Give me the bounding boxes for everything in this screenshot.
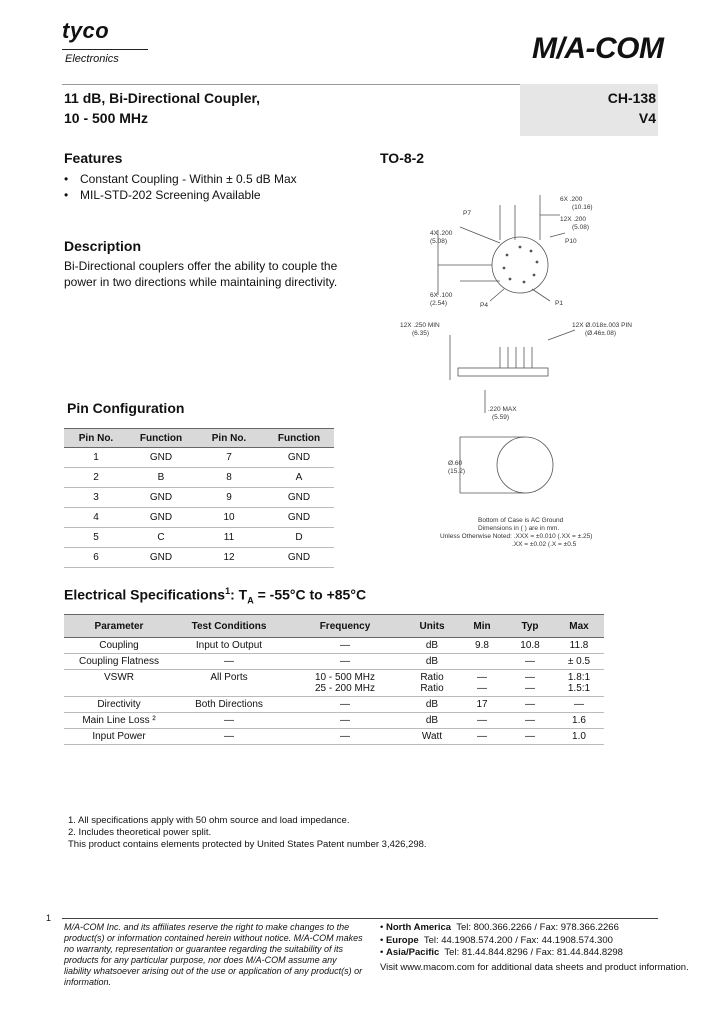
col-function: Function: [128, 429, 194, 448]
features-heading: Features: [64, 150, 123, 166]
col-max: Max: [554, 615, 604, 638]
cell: VSWR: [64, 670, 174, 697]
region-text: Tel: 44.1908.574.200 / Fax: 44.1908.574.300: [423, 934, 613, 946]
cell: —: [554, 697, 604, 713]
dim-12x-200: 12X .200: [560, 216, 587, 223]
part-number: CH-138: [607, 90, 656, 106]
package-note1: Bottom of Case is AC Ground: [478, 517, 564, 524]
cell: 10: [194, 508, 264, 528]
col-pin-no: Pin No.: [64, 429, 128, 448]
dim-12x-200-mm: (5.08): [572, 224, 589, 231]
cell: —: [174, 729, 284, 745]
electrical-spec-title: Electrical Specifications: [64, 586, 226, 603]
cell: 1: [64, 448, 128, 468]
cell: C: [128, 528, 194, 548]
pin-p4-label: P4: [480, 302, 488, 309]
cell: All Ports: [174, 670, 284, 697]
col-parameter: Parameter: [64, 615, 174, 638]
cell: dB: [406, 638, 458, 654]
electrical-spec-body: [64, 638, 604, 745]
table-row: [64, 508, 334, 528]
cell: GND: [128, 448, 194, 468]
cell: —: [284, 713, 406, 729]
table-row: [64, 654, 604, 670]
dim-12x-pin-mm: (6.35): [412, 330, 429, 337]
macom-logo: M/A-COM: [532, 32, 664, 65]
cell: —: [284, 729, 406, 745]
patent-note: This product contains elements protected by United States Patent number 3,426,298.: [68, 839, 427, 850]
description-line2: power in two directions while maintaining directivity.: [64, 275, 338, 289]
disclaimer: M/A-COM Inc. and its affiliates reserve the right to make changes to the product(s) or information contained herein without notice. M/A-COM makes no warranty, representation or guarantee regarding the suitability of its products for any particular purpose, nor does M/A-COM assume any liability whatsoever arising out of the use or application of any product(s) or information.: [64, 922, 363, 987]
dim-4x-200-mm: (5.08): [430, 238, 447, 245]
cell: dB: [406, 654, 458, 670]
col-pin-no: Pin No.: [194, 429, 264, 448]
table-row: [64, 468, 334, 488]
table-row: [64, 448, 334, 468]
package-note2: Dimensions in ( ) are in mm.: [478, 525, 560, 532]
cell: GND: [264, 488, 334, 508]
dim-diameter: Ø.60: [448, 460, 463, 467]
col-typ: Typ: [506, 615, 554, 638]
table-row: [64, 729, 604, 745]
contact-asia-pacific: • Asia/Pacific Tel: 81.44.844.8296 / Fax: 81.44.844.8298: [380, 947, 623, 958]
cell: Both Directions: [174, 697, 284, 713]
cell: —: [458, 729, 506, 745]
tyco-logo: tyco: [62, 18, 110, 43]
cell: 7: [194, 448, 264, 468]
cell: — —: [458, 670, 506, 697]
revision: V4: [638, 110, 656, 126]
visit-link[interactable]: Visit www.macom.com for additional data sheets and product information.: [380, 961, 689, 973]
temp-sub: A: [247, 595, 254, 606]
table-row: [64, 528, 334, 548]
contact-info: [380, 922, 689, 974]
region-text: Tel: 81.44.844.8296 / Fax: 81.44.844.8298: [444, 947, 623, 958]
col-units: Units: [406, 615, 458, 638]
dim-6x-200: 6X .200: [560, 196, 583, 203]
cell: Watt: [406, 729, 458, 745]
region-label: Europe: [385, 934, 419, 946]
cell: [458, 654, 506, 670]
package-note3: Unless Otherwise Noted: .XXX = ±0.010 (.XX = ±.25): [440, 533, 593, 540]
dim-6x-200-mm: (10.16): [572, 204, 593, 211]
cell: GND: [264, 448, 334, 468]
package-note4: .XX = ±0.02 (.X = ±0.5: [512, 541, 577, 548]
cell: 11.8: [554, 638, 604, 654]
col-test-conditions: Test Conditions: [174, 615, 284, 638]
table-row: [64, 488, 334, 508]
cell: —: [284, 654, 406, 670]
cell: —: [284, 697, 406, 713]
region-label: North America: [385, 922, 452, 933]
cell: —: [458, 713, 506, 729]
dim-lead: 12X Ø.018±.003 PIN: [572, 322, 632, 329]
cell: 4: [64, 508, 128, 528]
dim-6x-100-mm: (2.54): [430, 300, 447, 307]
cell: GND: [128, 508, 194, 528]
logo-underline: [62, 49, 148, 50]
cell: Main Line Loss ²: [64, 713, 174, 729]
region-label: Asia/Pacific: [385, 947, 440, 958]
cell: Directivity: [64, 697, 174, 713]
cell: — —: [506, 670, 554, 697]
cell: —: [506, 713, 554, 729]
cell: Coupling: [64, 638, 174, 654]
dim-lead-mm: (Ø.46±.08): [585, 330, 617, 337]
cell: GND: [128, 488, 194, 508]
electrical-spec-table: [64, 614, 604, 745]
pin-p10-label: P10: [565, 238, 577, 245]
tyco-electronics-label: Electronics: [65, 53, 119, 65]
cell: Coupling Flatness: [64, 654, 174, 670]
dim-12x-pin: 12X .250 MIN: [400, 322, 440, 329]
table-row: [64, 548, 334, 568]
cell: Ratio Ratio: [406, 670, 458, 697]
note-1: 1. All specifications apply with 50 ohm source and load impedance.: [68, 815, 350, 826]
note-2: 2. Includes theoretical power split.: [68, 827, 212, 838]
cell: dB: [406, 697, 458, 713]
pin-p7-label: P7: [463, 210, 471, 217]
cell: 1.6: [554, 713, 604, 729]
cell: 8: [194, 468, 264, 488]
table-row: [64, 670, 604, 697]
cell: A: [264, 468, 334, 488]
col-min: Min: [458, 615, 506, 638]
page-number: 1: [46, 913, 52, 923]
package-outline-drawing: [400, 185, 650, 555]
pin-p1-label: P1: [555, 300, 563, 307]
features-list: [64, 171, 297, 203]
contact-europe: • Europe Tel: 44.1908.574.200 / Fax: 44.1908.574.300: [380, 934, 613, 946]
table-row: [64, 713, 604, 729]
product-title-line1: 11 dB, Bi-Directional Coupler,: [64, 90, 261, 106]
cell: 5: [64, 528, 128, 548]
temp-cond: : T: [230, 586, 248, 603]
pin-config-heading: Pin Configuration: [67, 400, 185, 416]
product-title-line2: 10 - 500 MHz: [64, 110, 149, 126]
cell: dB: [406, 713, 458, 729]
footer-divider: [62, 918, 658, 919]
cell: 17: [458, 697, 506, 713]
col-frequency: Frequency: [284, 615, 406, 638]
table-row: [64, 638, 604, 654]
cell: —: [506, 654, 554, 670]
cell: 12: [194, 548, 264, 568]
cell: —: [174, 713, 284, 729]
dim-diameter-mm: (15.2): [448, 468, 465, 475]
cell: —: [284, 638, 406, 654]
dim-4x-200: 4X .200: [430, 230, 453, 237]
footnote-ref: 1: [225, 586, 231, 596]
col-function: Function: [264, 429, 334, 448]
region-text: Tel: 800.366.2266 / Fax: 978.366.2266: [456, 922, 619, 933]
contact-north-america: • North America Tel: 800.366.2266 / Fax: 978.366.2266: [380, 922, 619, 933]
package-heading: TO-8-2: [380, 150, 425, 166]
description-line1: Bi-Directional couplers offer the ability to couple the: [64, 259, 338, 273]
cell: —: [506, 729, 554, 745]
cell: GND: [264, 508, 334, 528]
feature-item: • Constant Coupling - Within ± 0.5 dB Max: [80, 171, 297, 187]
cell: 1.8:1 1.5:1: [554, 670, 604, 697]
cell: ± 0.5: [554, 654, 604, 670]
cell: 10 - 500 MHz 25 - 200 MHz: [284, 670, 406, 697]
cell: 2: [64, 468, 128, 488]
dim-height: .220 MAX: [488, 406, 517, 413]
table-row: [64, 697, 604, 713]
cell: 6: [64, 548, 128, 568]
pin-config-table: [64, 428, 334, 568]
feature-item: • MIL-STD-202 Screening Available: [80, 187, 297, 203]
cell: Input to Output: [174, 638, 284, 654]
cell: B: [128, 468, 194, 488]
cell: D: [264, 528, 334, 548]
dim-height-mm: (5.59): [492, 414, 509, 421]
temp-range: = -55°C to +85°C: [253, 586, 367, 603]
dim-6x-100: 6X .100: [430, 292, 453, 299]
cell: GND: [128, 548, 194, 568]
cell: 10.8: [506, 638, 554, 654]
cell: 1.0: [554, 729, 604, 745]
cell: Input Power: [64, 729, 174, 745]
electrical-spec-heading: [64, 586, 366, 605]
cell: 9: [194, 488, 264, 508]
cell: —: [174, 654, 284, 670]
cell: 3: [64, 488, 128, 508]
cell: GND: [264, 548, 334, 568]
description-heading: Description: [64, 238, 142, 254]
cell: 9.8: [458, 638, 506, 654]
cell: 11: [194, 528, 264, 548]
cell: —: [506, 697, 554, 713]
notes: [68, 815, 427, 851]
